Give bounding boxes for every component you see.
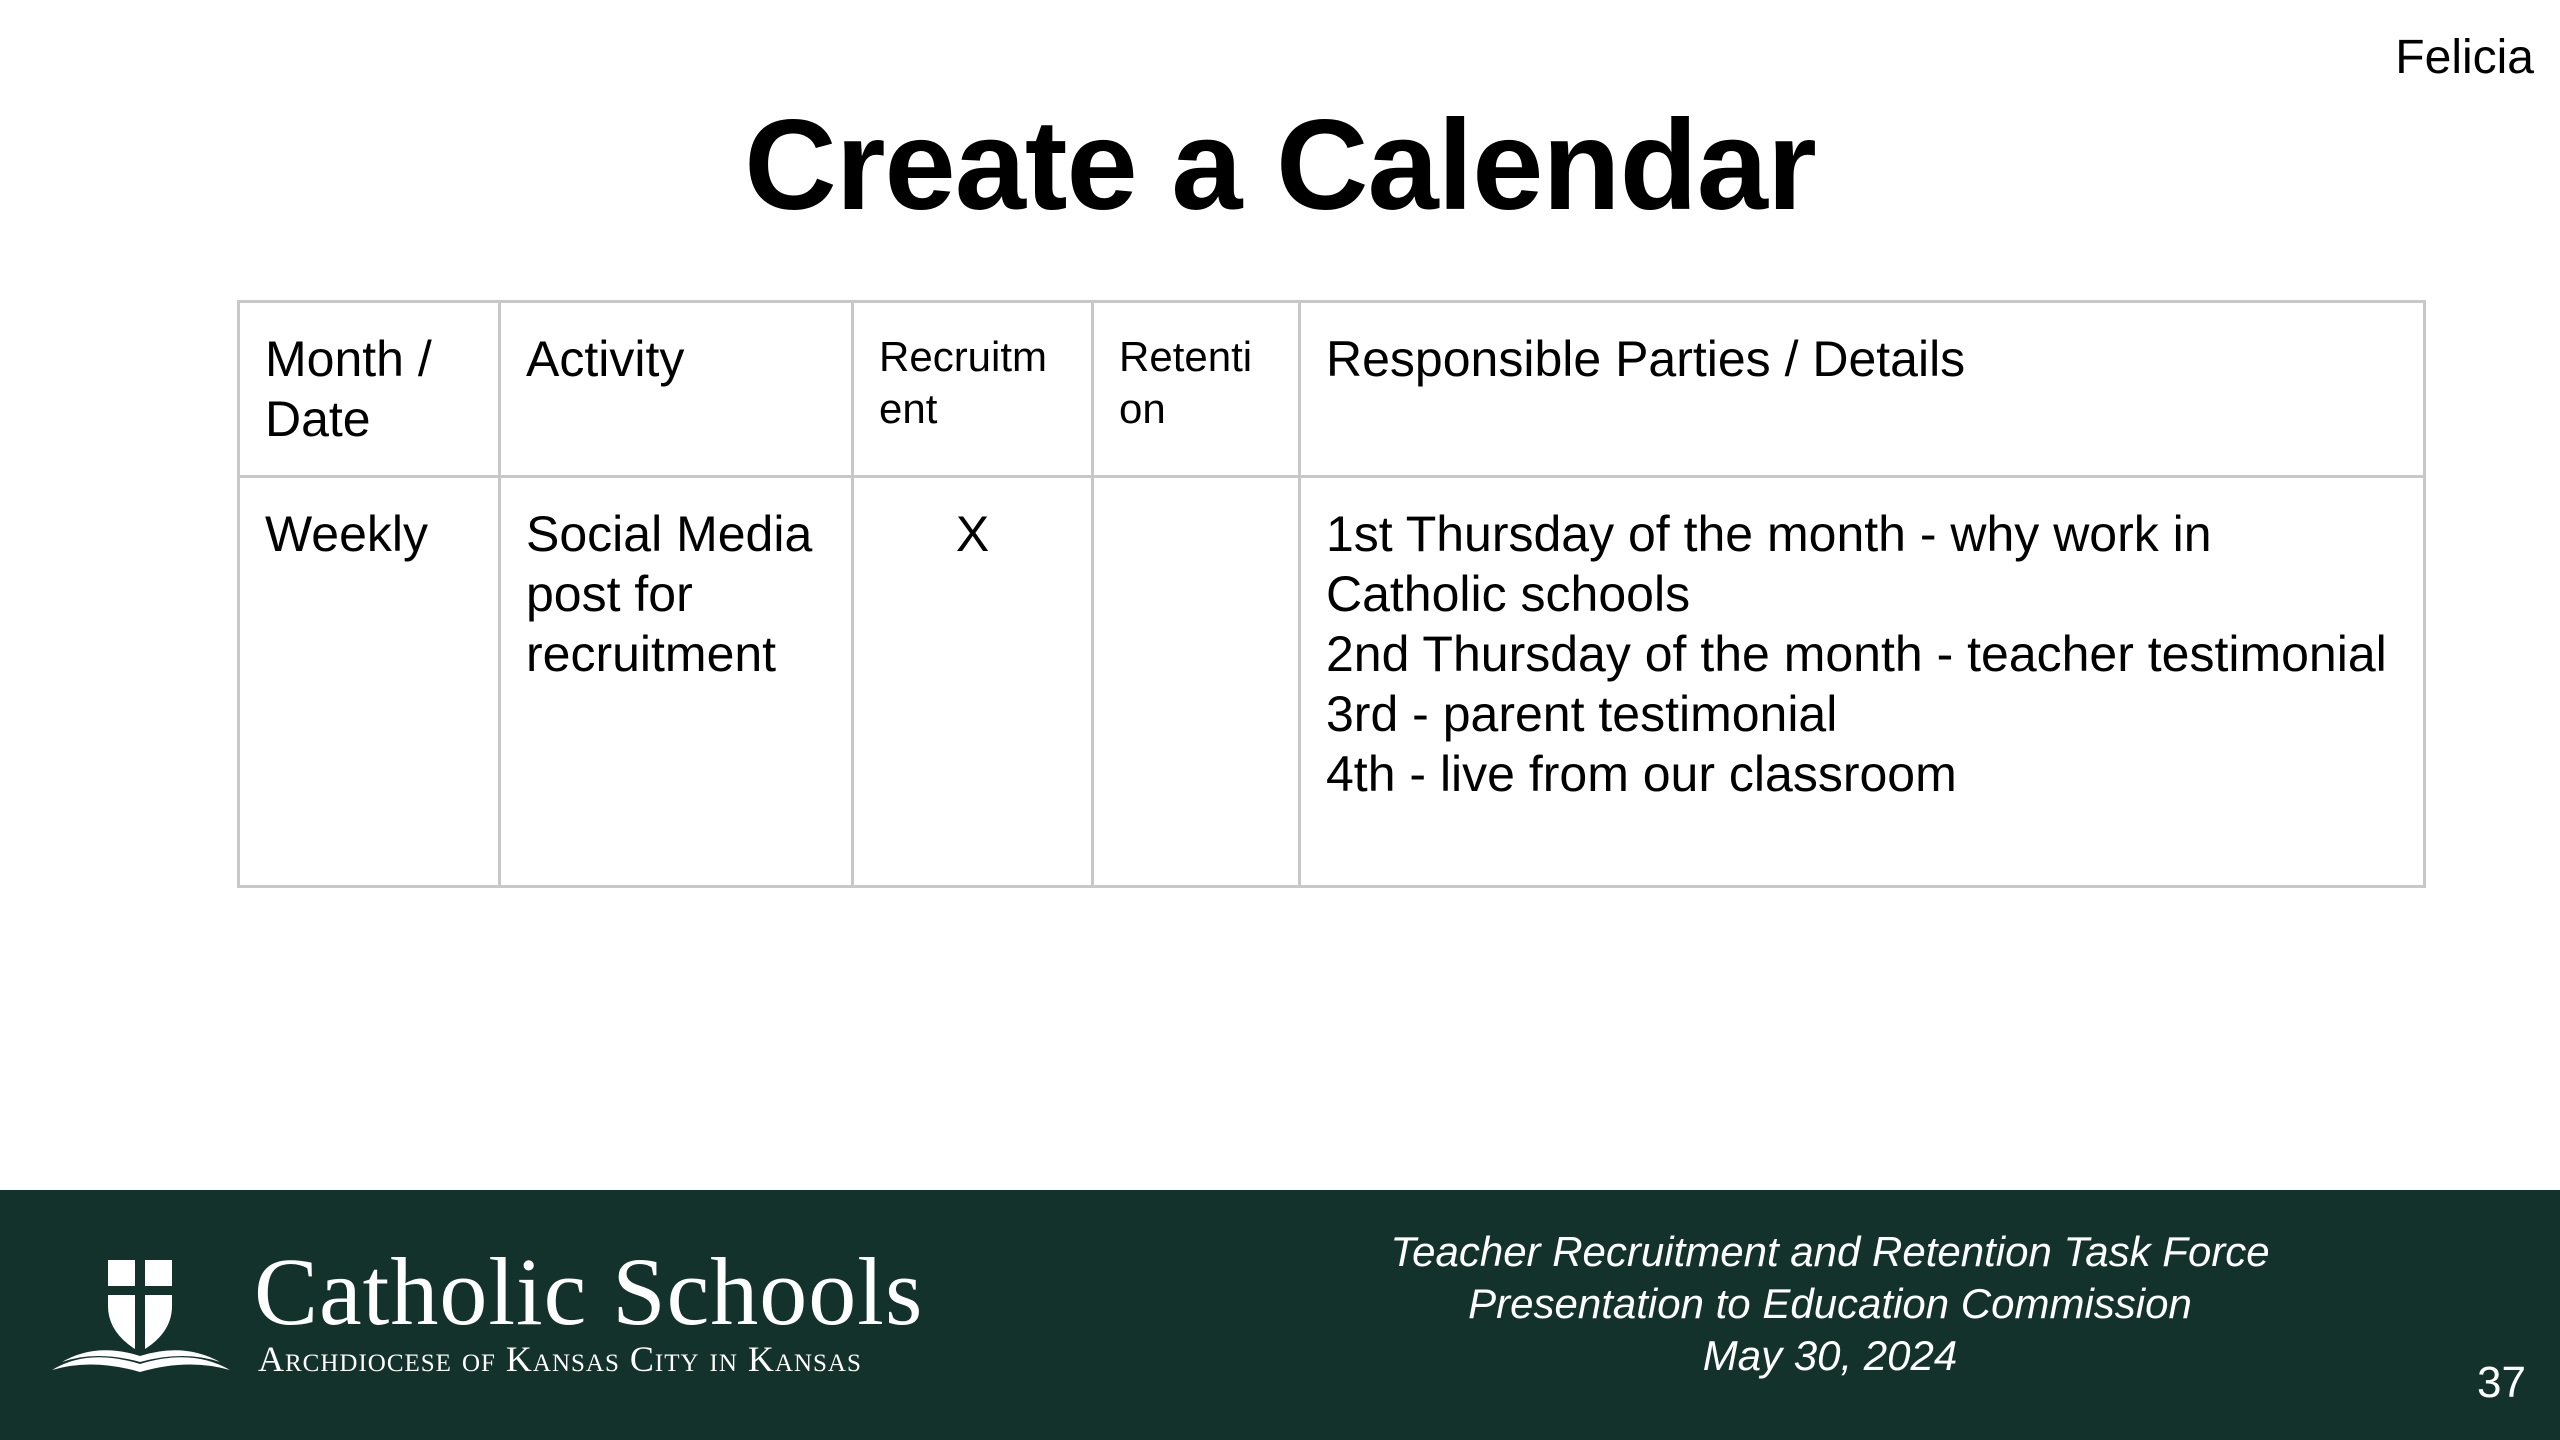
header-details: Responsible Parties / Details [1300,302,2425,477]
footer-info [1330,1226,2330,1382]
cross-book-icon [48,1256,234,1374]
table-header-row [239,302,2425,477]
logo-subtitle: Archdiocese of Kansas City in Kansas [258,1339,862,1379]
footer-info-line: Teacher Recruitment and Retention Task Force [1390,1228,2270,1275]
footer-info-line: Presentation to Education Commission [1468,1280,2192,1327]
header-recruitment: Recruitment [853,302,1093,477]
cell-retention [1093,477,1300,887]
presenter-name: Felicia [2395,31,2534,84]
header-month-date: Month / Date [239,302,500,477]
cell-details [1300,477,2425,887]
cell-recruitment: X [853,477,1093,887]
calendar-table [237,300,2426,888]
details-line: 4th - live from our classroom [1326,746,1957,802]
details-line: 1st Thursday of the month - why work in [1326,506,2212,562]
details-line: Catholic schools [1326,566,1691,622]
details-line: 3rd - parent testimonial [1326,686,1838,742]
footer-bar [0,1190,2560,1440]
details-line: 2nd Thursday of the month - teacher testimonial [1326,626,2387,682]
footer-info-line: May 30, 2024 [1702,1332,1958,1379]
cell-activity: Social Media post for recruitment [500,477,853,887]
cell-month-date: Weekly [239,477,500,887]
logo-title: Catholic Schools [254,1238,924,1345]
slide-title: Create a Calendar [744,94,1816,237]
page-number: 37 [2477,1358,2526,1407]
header-activity: Activity [500,302,853,477]
table-row [239,477,2425,887]
header-retention: Retention [1093,302,1300,477]
